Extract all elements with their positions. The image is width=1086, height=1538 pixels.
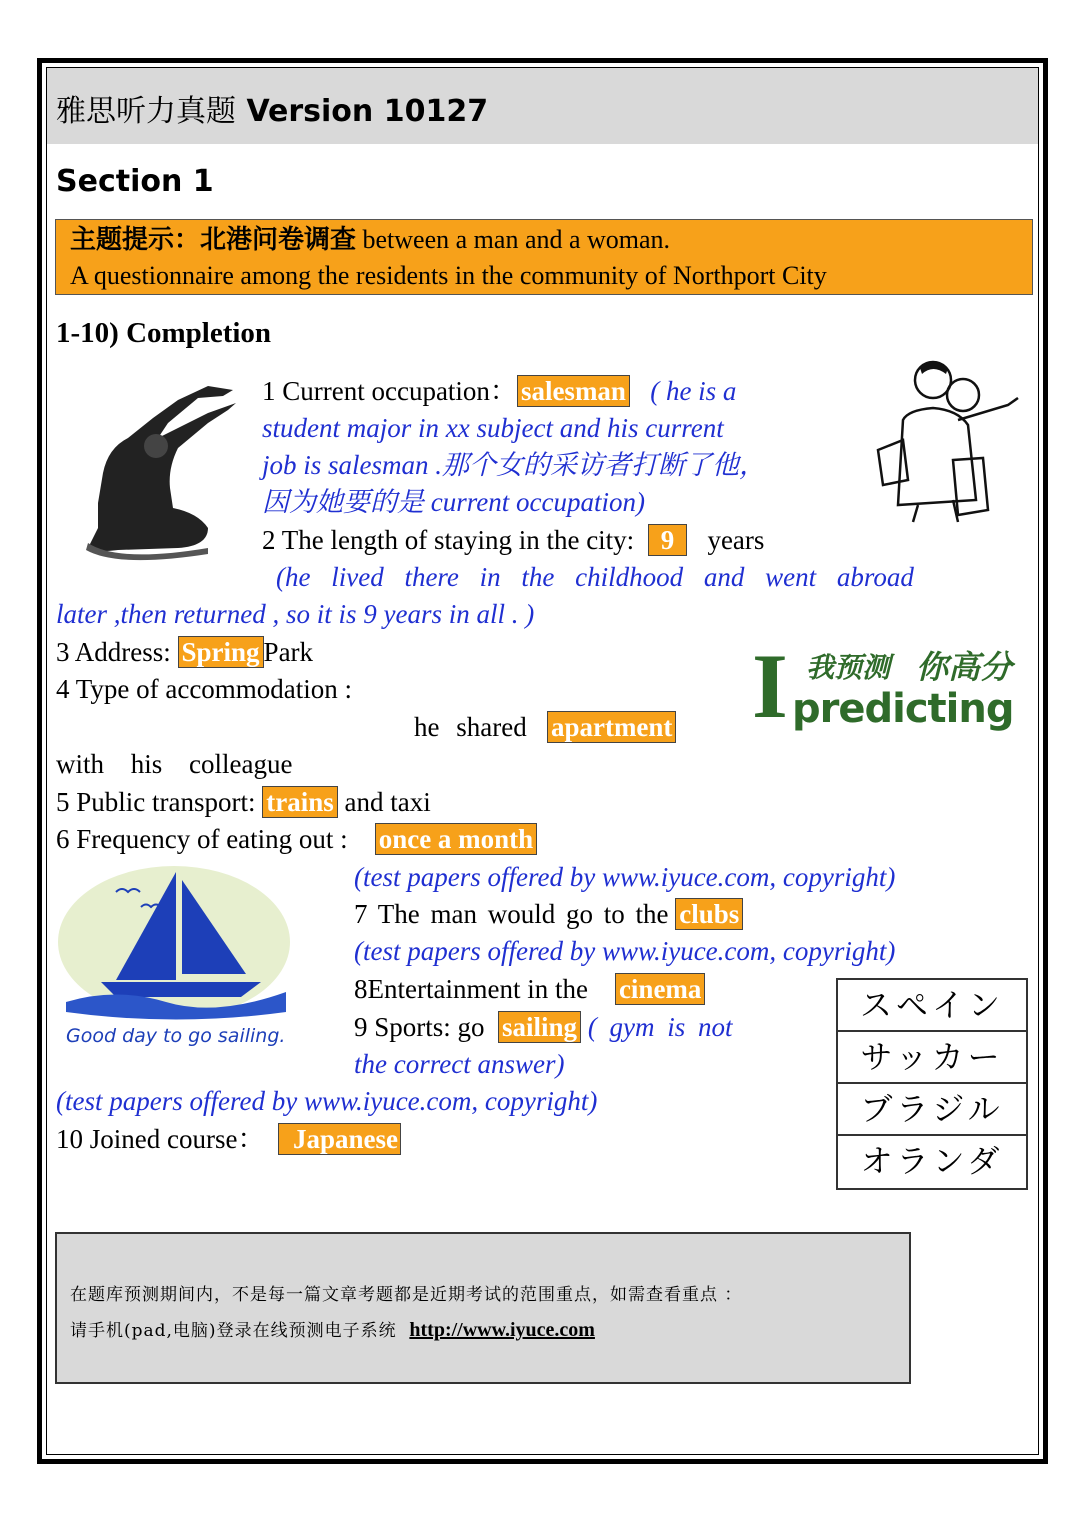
q2-note-1: (he lived there in the childhood and went abroad <box>276 562 914 592</box>
q10-label: 10 Joined course： <box>56 1124 265 1154</box>
topic-box <box>55 219 1033 295</box>
katakana-word: オランダ <box>860 1142 1004 1180</box>
katakana-word: ブラジル <box>838 1084 1026 1136</box>
q4-label: 4 Type of accommodation : <box>56 674 353 704</box>
q8-label: 8Entertainment in the <box>354 974 588 1004</box>
q5-suffix: and taxi <box>344 787 431 817</box>
q1-note-4: 因为她要的是 current occupation) <box>262 487 645 517</box>
q6-answer: once a month <box>375 823 538 855</box>
q3-answer: Spring <box>178 636 264 668</box>
q9-answer: sailing <box>498 1011 581 1043</box>
q10-answer: Japanese <box>278 1123 401 1155</box>
q2-answer: 9 <box>648 524 688 556</box>
katakana-word: サッカー <box>838 1032 1026 1084</box>
katakana-word: スペイン <box>838 980 1026 1032</box>
q5-answer: trains <box>262 786 338 818</box>
q1-line <box>262 373 736 409</box>
q4-line2: with his colleague <box>56 749 293 779</box>
q9-label: 9 Sports: go <box>354 1012 485 1042</box>
yoga-figure-image <box>58 378 248 568</box>
copyright-3: (test papers offered by www.iyuce.com, copyright) <box>56 1086 598 1116</box>
q3-suffix: Park <box>263 637 314 667</box>
copyright-1: (test papers offered by www.iyuce.com, copyright) <box>354 862 896 892</box>
logo-cn-1: 我预测 <box>806 651 891 684</box>
footer-login-text: 请手机(pad,电脑)登录在线预测电子系统 <box>70 1321 397 1341</box>
footer-line-2 <box>70 1316 595 1342</box>
q2-suffix: years <box>707 525 765 555</box>
footer-url-link[interactable]: http://www.iyuce.com <box>409 1319 595 1341</box>
section-title: Section 1 <box>56 164 214 199</box>
q1-note-3: job is salesman .那个女的采访者打断了他， <box>262 450 767 480</box>
q8-line <box>354 971 705 1007</box>
q7-answer: clubs <box>675 898 743 930</box>
predicting-logo <box>752 635 1028 737</box>
logo-en: predicting <box>792 686 1014 732</box>
cartoon-men-image <box>858 350 1023 525</box>
q10-line <box>56 1121 401 1157</box>
q9-note-2: the correct answer) <box>354 1049 565 1079</box>
q8-answer: cinema <box>615 973 705 1005</box>
title-en: Version 10127 <box>246 94 489 129</box>
sailing-caption: Good day to go sailing. <box>66 1025 286 1047</box>
q2-note-2: later ,then returned , so it is 9 years in all . ) <box>56 599 535 629</box>
footer-line-1: 在题库预测期间内，不是每一篇文章考题都是近期考试的范围重点，如需查看重点 ： <box>70 1285 743 1305</box>
q7-line <box>354 896 743 932</box>
q3-line <box>56 634 313 670</box>
completion-heading: 1-10) Completion <box>56 317 272 349</box>
q6-line <box>56 821 537 857</box>
q5-label: 5 Public transport: <box>56 787 256 817</box>
topic-line1: between a man and a woman. <box>356 225 671 254</box>
sailboat-image <box>56 862 292 1022</box>
topic-label: 主题提示：北港问卷调查 <box>70 225 357 255</box>
katakana-box <box>836 978 1028 1190</box>
page-title <box>56 86 488 130</box>
q6-label: 6 Frequency of eating out : <box>56 824 348 854</box>
footer-note-box <box>55 1232 911 1384</box>
topic-line2: A questionnaire among the residents in the community of Northport City <box>70 261 827 290</box>
q3-label: 3 Address: <box>56 637 171 667</box>
q7-label: 7 The man would go to the <box>354 899 669 929</box>
q2-label: 2 The length of staying in the city: <box>262 525 635 555</box>
q1-note-1: ( he is a <box>650 376 737 406</box>
q4-answer: apartment <box>547 711 676 743</box>
q1-answer: salesman <box>517 375 630 407</box>
copyright-2: (test papers offered by www.iyuce.com, copyright) <box>354 936 896 966</box>
q5-line <box>56 784 431 820</box>
q1-note-2: student major in xx subject and his current <box>262 413 724 443</box>
logo-big-i: I <box>752 635 788 737</box>
q2-line <box>262 522 764 558</box>
q9-note-1: ( gym is not <box>587 1012 733 1042</box>
q9-line <box>354 1009 733 1045</box>
q4-prefix: he shared <box>414 712 527 742</box>
q1-label: 1 Current occupation： <box>262 376 517 406</box>
q4-line <box>414 709 676 745</box>
logo-cn-2: 你高分 <box>916 648 1013 686</box>
title-cn: 雅思听力真题 <box>56 94 236 129</box>
